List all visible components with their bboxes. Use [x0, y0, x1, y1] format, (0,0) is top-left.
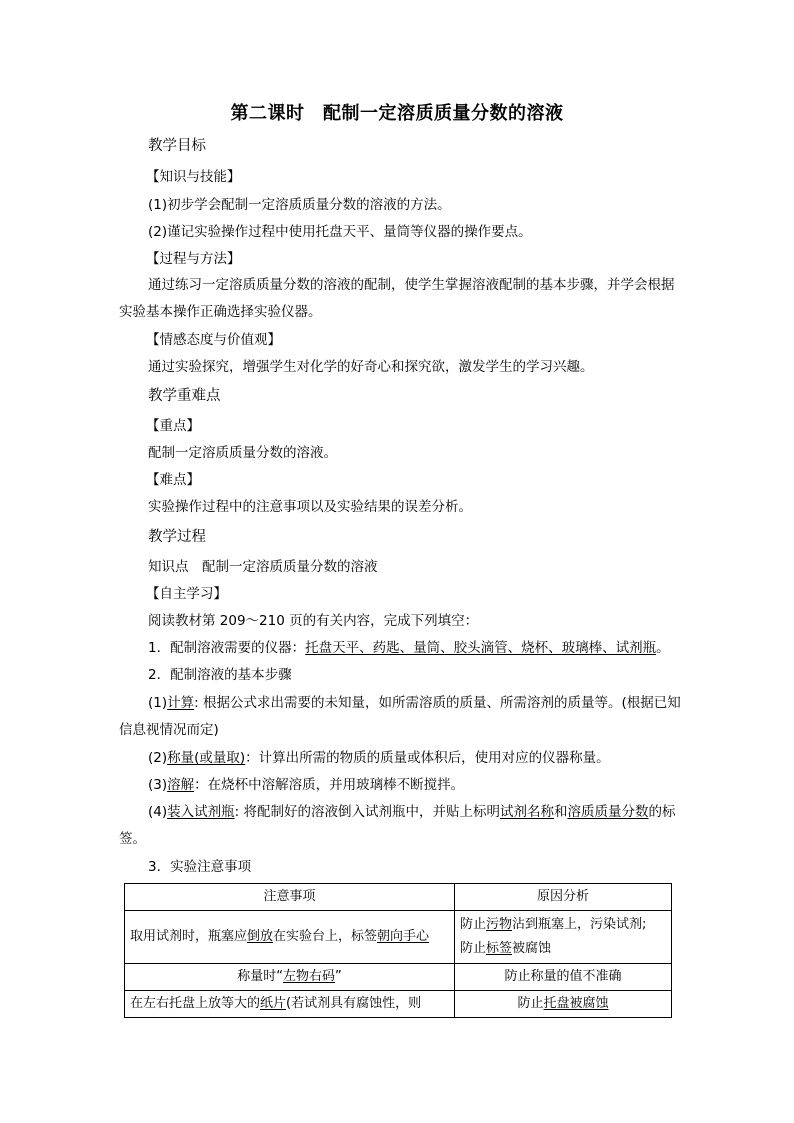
- cell-underline: 纸片: [260, 996, 287, 1011]
- step-4-key: 装入试剂瓶: [167, 804, 235, 820]
- cell-underline: 朝向手心: [377, 929, 430, 944]
- self-study-label: 【自主学习】: [146, 586, 227, 602]
- process-heading: 【过程与方法】: [146, 251, 241, 267]
- table-header-reasons: 原因分析: [455, 884, 672, 911]
- table-cell: [125, 911, 455, 964]
- knowledge-point: 知识点 配制一定溶质质量分数的溶液: [148, 559, 378, 575]
- step-3-text: ：在烧杯中溶解溶质，并用玻璃棒不断搅拌。: [194, 777, 465, 793]
- item-3: 3．实验注意事项: [148, 859, 252, 875]
- knowledge-item-1: (1)初步学会配制一定溶质质量分数的溶液的方法。: [148, 197, 451, 213]
- item-1-prefix: 1．配制溶液需要的仪器：: [148, 640, 306, 656]
- difficult-text: 实验操作过程中的注意事项以及实验结果的误差分析。: [148, 499, 472, 515]
- cell-underline: 倒放: [247, 929, 274, 944]
- cell-text: (若试剂具有腐蚀性，则: [286, 996, 422, 1011]
- step-2-key: 称量(或量取): [167, 750, 246, 766]
- objectives-heading: 教学目标: [148, 138, 206, 154]
- step-1-num: (1): [148, 695, 168, 711]
- step-3-num: (3): [148, 777, 168, 793]
- item-2: 2．配制溶液的基本步骤: [148, 667, 292, 683]
- cell-underline: 标签: [486, 941, 513, 956]
- key-text: 配制一定溶质质量分数的溶液。: [148, 445, 337, 461]
- page-title: 第二课时 配制一定溶质质量分数的溶液: [230, 103, 564, 124]
- cell-text: 防止: [517, 996, 544, 1011]
- step-4-key-3: 溶质质量分数: [567, 804, 649, 820]
- keypoints-heading: 教学重难点: [148, 388, 221, 404]
- table-cell: [455, 911, 672, 964]
- step-3-key: 溶解: [167, 777, 195, 793]
- step-4: [119, 799, 682, 853]
- step-4-num: (4): [148, 804, 168, 820]
- item-1-answer: 托盘天平、药匙、量筒、胶头滴管、烧杯、玻璃棒、试剂瓶: [305, 640, 657, 656]
- table-cell: 防止称量的值不准确: [455, 964, 672, 991]
- step-4-text-a: : 将配制好的溶液倒入试剂瓶中，并贴上标明: [234, 804, 500, 820]
- step-1-text: : 根据公式求出需要的未知量，如所需溶质的质量、所需溶剂的质量等。(根据已知信息视情况而定): [119, 695, 681, 738]
- table-cell: [455, 991, 672, 1018]
- cell-text: 称量时“: [237, 969, 283, 984]
- step-2-text: ：计算出所需的物质的质量或体积后，使用对应的仪器称量。: [245, 750, 610, 766]
- process-text: 通过练习一定溶质质量分数的溶液的配制，使学生掌握溶液配制的基本步骤，并学会根据实验基本操作正确选择实验仪器。: [119, 277, 675, 320]
- cell-text: 防止: [460, 917, 487, 932]
- table-row: [125, 911, 672, 964]
- cell-text: 在左右托盘上放等大的: [130, 996, 261, 1011]
- cell-underline: 左物右码: [282, 969, 335, 984]
- cell-text: 沾到瓶塞上，污染试剂;: [512, 917, 647, 932]
- attitude-text: 通过实验探究，增强学生对化学的好奇心和探究欲，激发学生的学习兴趣。: [148, 359, 594, 375]
- table-row: [125, 991, 672, 1018]
- knowledge-heading: 【知识与技能】: [146, 169, 241, 185]
- step-1: [119, 690, 682, 744]
- step-2: [148, 748, 610, 768]
- cell-line: [460, 913, 666, 937]
- knowledge-item-2: (2)谨记实验操作过程中使用托盘天平、量筒等仪器的操作要点。: [148, 224, 532, 240]
- cell-text: 被腐蚀: [512, 941, 552, 956]
- cell-text: 防止: [460, 941, 487, 956]
- precautions-table: [124, 883, 672, 1018]
- cell-text: ”: [335, 969, 342, 984]
- item-1-suffix: 。: [656, 640, 670, 656]
- cell-underline: 污物: [486, 917, 513, 932]
- step-2-num: (2): [148, 750, 168, 766]
- reading-instruction: 阅读教材第 209～210 页的有关内容，完成下列填空：: [148, 613, 479, 629]
- step-1-key: 计算: [167, 695, 195, 711]
- cell-text: 取用试剂时，瓶塞应: [130, 929, 248, 944]
- table-cell: [125, 991, 455, 1018]
- table-header-precautions: 注意事项: [125, 884, 455, 911]
- cell-text: 在实验台上，标签: [273, 929, 378, 944]
- difficult-label: 【难点】: [146, 472, 200, 488]
- table-row: [125, 964, 672, 991]
- cell-line: [460, 937, 666, 961]
- step-3: [148, 775, 464, 795]
- step-4-text-c: 的标签。: [119, 804, 676, 847]
- item-1: [148, 638, 670, 658]
- attitude-heading: 【情感态度与价值观】: [146, 332, 281, 348]
- step-4-key-2: 试剂名称: [499, 804, 554, 820]
- cell-underline: 托盘被腐蚀: [543, 996, 609, 1011]
- table-header-row: [125, 884, 672, 911]
- step-4-text-b: 和: [553, 804, 568, 820]
- teaching-process-heading: 教学过程: [148, 529, 206, 545]
- table-cell: [125, 964, 455, 991]
- key-label: 【重点】: [146, 418, 200, 434]
